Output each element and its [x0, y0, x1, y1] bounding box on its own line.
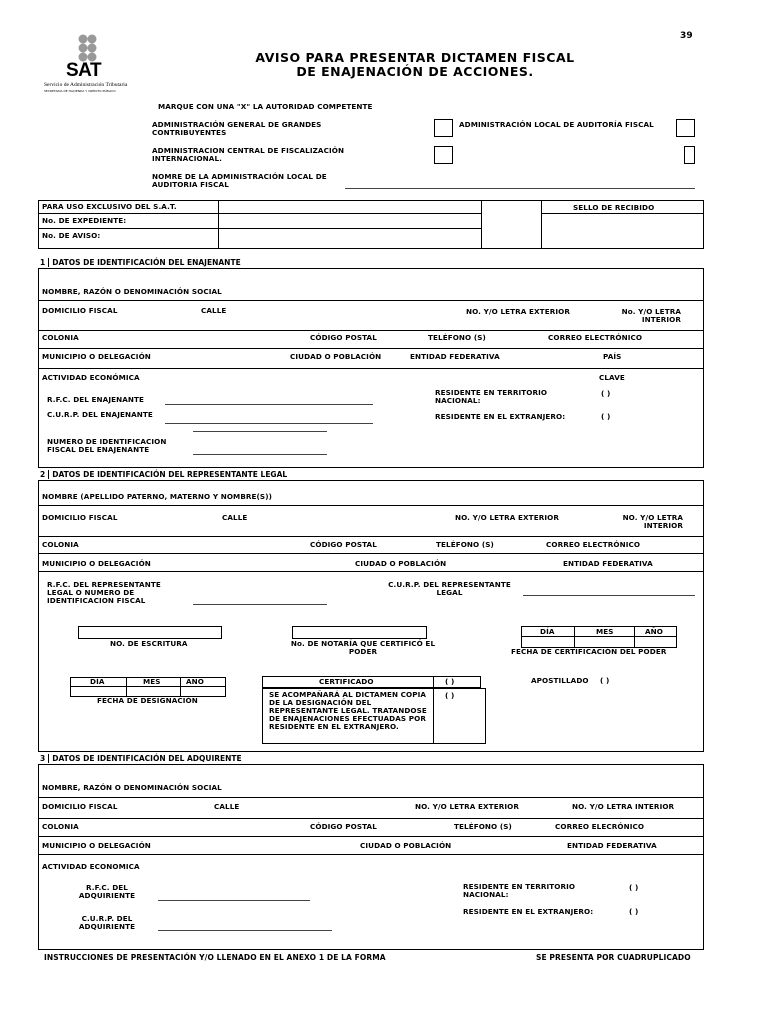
s3-actividad-label: ACTIVIDAD ECONOMICA	[42, 862, 140, 871]
s3-entidad-label: ENTIDAD FEDERATIVA	[567, 841, 657, 850]
s1-pais-label: PAÍS	[603, 352, 622, 361]
s1-curp-label: C.U.R.P. DEL ENAJENANTE	[47, 410, 153, 419]
s1-rfc-label: R.F.C. DEL ENAJENANTE	[47, 395, 145, 404]
sat-logo	[44, 30, 144, 100]
sat-use-field[interactable]	[219, 201, 480, 213]
s3-curp-field[interactable]	[158, 930, 332, 931]
form-title-line2: DE ENAJENACIÓN DE ACCIONES.	[296, 64, 534, 79]
s1-municipio-label: MUNICIPIO O DELEGACIÓN	[42, 352, 151, 361]
s1-clave-label: CLAVE	[599, 373, 625, 382]
s2-acompanara-label: SE ACOMPAÑARÁ AL DICTAMEN COPIA DE LA DESIGNACIÓN DEL REPRESENTANTE LEGAL. TRATANDOSE DE ENAJENACIONES EFECTUADAS POR RESIDENTE EN EL EXTRANJERO.	[269, 690, 427, 731]
s2-notaria-label: No. DE NOTARÍA QUE CERTIFICÓ EL PODER	[290, 639, 436, 656]
s2-apostillado-check[interactable]: ( )	[600, 676, 610, 685]
s3-rfc-field[interactable]	[158, 900, 310, 901]
s2-fecha-desig-label: FECHA DE DESIGNACIÓN	[97, 696, 198, 705]
sello-recibido-label: SELLO DE RECIBIDO	[573, 203, 655, 212]
s2-cert-ano-field[interactable]	[635, 637, 676, 647]
aviso-label: No. DE AVISO:	[42, 231, 101, 240]
section2-header	[40, 470, 287, 479]
section1-title: DATOS DE IDENTIFICACIÓN DEL ENAJENANTE	[52, 258, 241, 267]
s2-certificado-check[interactable]: ( )	[445, 677, 455, 686]
authority-opt3-checkbox[interactable]	[434, 146, 453, 164]
s1-numid-label: NUMERO DE IDENTIFICACION FISCAL DEL ENAJENANTE	[47, 437, 167, 454]
authority-opt2-label: ADMINISTRACIÓN LOCAL DE AUDITORÍA FISCAL	[459, 120, 654, 129]
section2-number: 2	[40, 470, 49, 479]
s3-rfc-label: R.F.C. DEL ADQUIRIENTE	[78, 883, 136, 900]
s2-telefono-label: TELÉFONO (S)	[436, 540, 494, 549]
s1-numid-field[interactable]	[193, 454, 327, 455]
s1-curp-field[interactable]	[165, 423, 373, 424]
s2-cert-dia-field[interactable]	[522, 637, 573, 647]
section2-title: DATOS DE IDENTIFICACIÓN DEL REPRESENTANTE LEGAL	[52, 470, 288, 479]
s2-curp-field[interactable]	[523, 595, 695, 596]
section3-number: 3	[40, 754, 49, 763]
s1-nombre-label: NOMBRE, RAZÓN O DENOMINACIÓN SOCIAL	[42, 287, 222, 296]
authority-opt2-checkbox[interactable]	[676, 119, 695, 137]
s2-municipio-label: MUNICIPIO O DELEGACIÓN	[42, 559, 151, 568]
authority-name-field[interactable]	[345, 188, 695, 189]
s3-residente-ext-label: RESIDENTE EN EL EXTRANJERO:	[463, 907, 594, 916]
logo-tagline: SECRETARÍA DE HACIENDA Y CRÉDITO PÚBLICO	[44, 89, 116, 93]
expediente-label: No. DE EXPEDIENTE:	[42, 216, 127, 225]
s2-domicilio-label: DOMICILIO FISCAL	[42, 513, 118, 522]
s2-desig-mes-label: MES	[143, 677, 161, 686]
s1-colonia-label: COLONIA	[42, 333, 79, 342]
s3-colonia-label: COLONIA	[42, 822, 79, 831]
s2-correo-label: CORREO ELECTRÓNICO	[546, 540, 641, 549]
footer-instrucciones: INSTRUCCIONES DE PRESENTACIÓN Y/O LLENADO EN EL ANEXO 1 DE LA FORMA	[44, 953, 386, 962]
page-number: 39	[680, 31, 693, 41]
s1-calle-label: CALLE	[201, 306, 227, 315]
s2-escritura-field[interactable]	[78, 626, 222, 639]
s1-residente-ext-check[interactable]: ( )	[601, 412, 611, 421]
s2-apostillado-label: APOSTILLADO	[531, 676, 589, 685]
s3-nombre-label: NOMBRE, RAZÓN O DENOMINACIÓN SOCIAL	[42, 783, 222, 792]
authority-instruction: MARQUE CON UNA "X" LA AUTORIDAD COMPETENTE	[158, 102, 373, 111]
s1-cp-label: CÓDIGO POSTAL	[310, 333, 377, 342]
footer-cuadruplicado: SE PRESENTA POR CUADRUPLICADO	[536, 953, 691, 962]
authority-opt1-label: ADMINISTRACIÓN GENERAL DE GRANDES CONTRIBUYENTES	[152, 120, 322, 137]
s3-noint-label: NO. Y/O LETRA INTERIOR	[572, 802, 675, 811]
s2-certificado-label: CERTIFICADO	[319, 677, 374, 686]
s2-escritura-label: NO. DE ESCRITURA	[110, 639, 188, 648]
s1-ciudad-label: CIUDAD O POBLACIÓN	[290, 352, 382, 361]
s1-domicilio-label: DOMICILIO FISCAL	[42, 306, 118, 315]
s2-desig-dia-label: DÍA	[90, 677, 105, 686]
s1-residente-ext-label: RESIDENTE EN EL EXTRANJERO:	[435, 412, 566, 421]
s1-actividad-label: ACTIVIDAD ECONÓMICA	[42, 373, 140, 382]
s3-municipio-label: MUNICIPIO O DELEGACIÓN	[42, 841, 151, 850]
section1-header	[40, 258, 241, 267]
s2-curp-label: C.U.R.P. DEL REPRESENTANTE LEGAL	[388, 580, 511, 597]
expediente-field[interactable]	[219, 214, 480, 227]
s2-cert-dia-label: DÍA	[540, 627, 555, 636]
s2-noext-label: NO. Y/O LETRA EXTERIOR	[455, 513, 559, 522]
s3-noext-label: NO. Y/O LETRA EXTERIOR	[415, 802, 519, 811]
s2-ciudad-label: CIUDAD O POBLACIÓN	[355, 559, 447, 568]
s2-cert-mes-field[interactable]	[575, 637, 633, 647]
s3-residente-nac-check[interactable]: ( )	[629, 883, 639, 892]
s2-desig-dia-field[interactable]	[71, 687, 125, 696]
s3-residente-nac-label: RESIDENTE EN TERRITORIO NACIONAL:	[463, 882, 576, 899]
s2-entidad-label: ENTIDAD FEDERATIVA	[563, 559, 653, 568]
s1-correo-label: CORREO ELECTRÓNICO	[548, 333, 643, 342]
s1-noint-label: No. Y/O LETRA INTERIOR	[621, 307, 681, 324]
section3-header	[40, 754, 242, 763]
s2-desig-ano-label: AÑO	[186, 677, 204, 686]
s3-residente-ext-check[interactable]: ( )	[629, 907, 639, 916]
s3-cp-label: CÓDIGO POSTAL	[310, 822, 377, 831]
logo-subtitle: Servicio de Administración Tributaria	[44, 82, 128, 88]
sat-use-label: PARA USO EXCLUSIVO DEL S.A.T.	[42, 202, 177, 211]
s3-telefono-label: TELÉFONO (S)	[454, 822, 512, 831]
section1-number: 1	[40, 258, 49, 267]
s2-notaria-field[interactable]	[292, 626, 427, 639]
authority-opt3-label: ADMINISTRACION CENTRAL DE FISCALIZACIÓN INTERNACIONAL.	[152, 146, 345, 163]
aviso-field[interactable]	[219, 229, 480, 247]
section3-title: DATOS DE IDENTIFICACIÓN DEL ADQUIRENTE	[52, 754, 242, 763]
s2-rfc-field[interactable]	[193, 604, 327, 605]
authority-name-label: NOMRE DE LA ADMINISTRACIÓN LOCAL DE AUDITORIA FISCAL	[152, 172, 327, 189]
authority-opt1-checkbox[interactable]	[434, 119, 453, 137]
s2-colonia-label: COLONIA	[42, 540, 79, 549]
s1-residente-nac-label: RESIDENTE EN TERRITORIO NACIONAL:	[435, 388, 548, 405]
s3-ciudad-label: CIUDAD O POBLACIÓN	[360, 841, 452, 850]
s2-cert-mes-label: MES	[596, 627, 614, 636]
s1-residente-nac-check[interactable]: ( )	[601, 389, 611, 398]
authority-extra-checkbox[interactable]	[684, 146, 695, 164]
s3-calle-label: CALLE	[214, 802, 240, 811]
s2-calle-label: CALLE	[222, 513, 248, 522]
s1-telefono-label: TELÉFONO (S)	[428, 333, 486, 342]
s3-domicilio-label: DOMICILIO FISCAL	[42, 802, 118, 811]
sello-recibido-area[interactable]	[542, 214, 703, 248]
s1-noext-label: NO. Y/O LETRA EXTERIOR	[466, 307, 570, 316]
s1-rfc-field[interactable]	[165, 404, 373, 405]
s2-nombre-label: NOMBRE (APELLIDO PATERNO, MATERNO Y NOMBRE(S))	[42, 492, 272, 501]
s2-rfc-label: R.F.C. DEL REPRESENTANTE LEGAL O NUMERO DE IDENTIFICACION FISCAL	[47, 580, 161, 605]
s2-fecha-cert-label: FECHA DE CERTIFICACIÓN DEL PODER	[511, 647, 667, 656]
s1-curp-field-2[interactable]	[193, 431, 327, 432]
logo-name: SAT	[66, 60, 102, 81]
s2-acompanara-check[interactable]: ( )	[445, 691, 455, 700]
form-title-line1: AVISO PARA PRESENTAR DICTAMEN FISCAL	[255, 50, 575, 65]
s1-entidad-label: ENTIDAD FEDERATIVA	[410, 352, 500, 361]
s3-correo-label: CORREO ELECRÓNICO	[555, 822, 645, 831]
s2-cp-label: CÓDIGO POSTAL	[310, 540, 377, 549]
s3-curp-label: C.U.R.P. DEL ADQUIRIENTE	[78, 914, 136, 931]
s2-noint-label: NO. Y/O LETRA INTERIOR	[622, 513, 683, 530]
s2-cert-ano-label: AÑO	[645, 627, 663, 636]
s2-desig-mes-field[interactable]	[127, 687, 179, 696]
s2-desig-ano-field[interactable]	[181, 687, 225, 696]
